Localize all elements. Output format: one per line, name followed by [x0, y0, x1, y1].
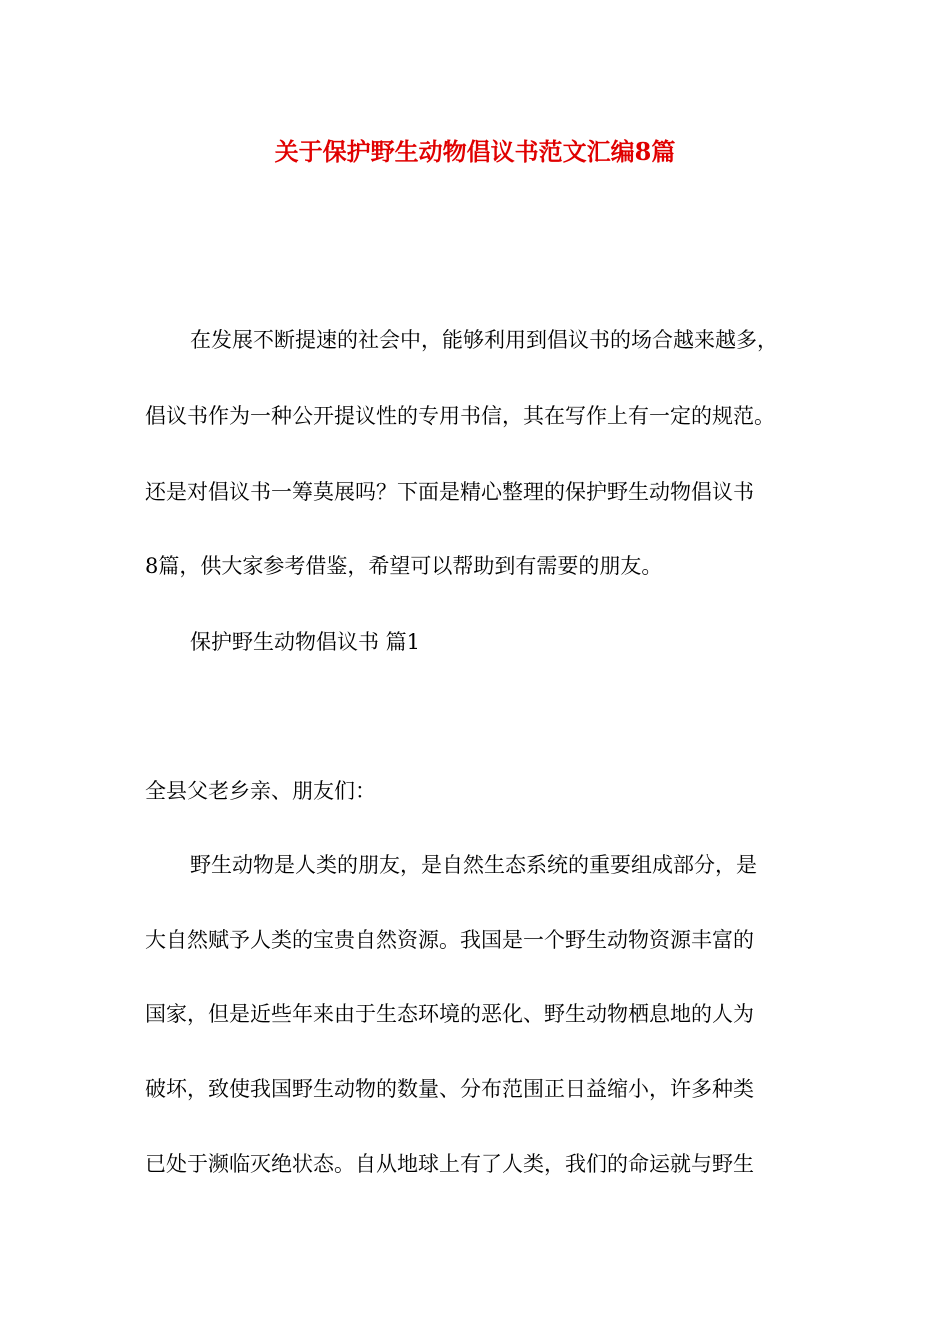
paragraph-line: 破坏，致使我国野生动物的数量、分布范围正日益缩小，许多种类 — [145, 1077, 754, 1101]
paragraph-line: 野生动物是人类的朋友，是自然生态系统的重要组成部分，是 — [190, 853, 757, 877]
paragraph-line: 倡议书作为一种公开提议性的专用书信，其在写作上有一定的规范。 — [145, 404, 775, 428]
paragraph-line: 已处于濒临灭绝状态。自从地球上有了人类，我们的命运就与野生 — [145, 1152, 754, 1176]
salutation: 全县父老乡亲、朋友们： — [145, 779, 376, 803]
paragraph-line: 大自然赋予人类的宝贵自然资源。我国是一个野生动物资源丰富的 — [145, 928, 754, 952]
paragraph-line: 在发展不断提速的社会中，能够利用到倡议书的场合越来越多， — [190, 328, 778, 352]
paragraph-line: 8篇，供大家参考借鉴，希望可以帮助到有需要的朋友。 — [145, 554, 663, 578]
paragraph-line: 国家，但是近些年来由于生态环境的恶化、野生动物栖息地的人为 — [145, 1002, 754, 1026]
section-heading: 保护野生动物倡议书 篇1 — [190, 630, 421, 654]
document-title: 关于保护野生动物倡议书范文汇编8篇 — [274, 137, 676, 166]
paragraph-line: 还是对倡议书一筹莫展吗？下面是精心整理的保护野生动物倡议书 — [145, 480, 754, 504]
